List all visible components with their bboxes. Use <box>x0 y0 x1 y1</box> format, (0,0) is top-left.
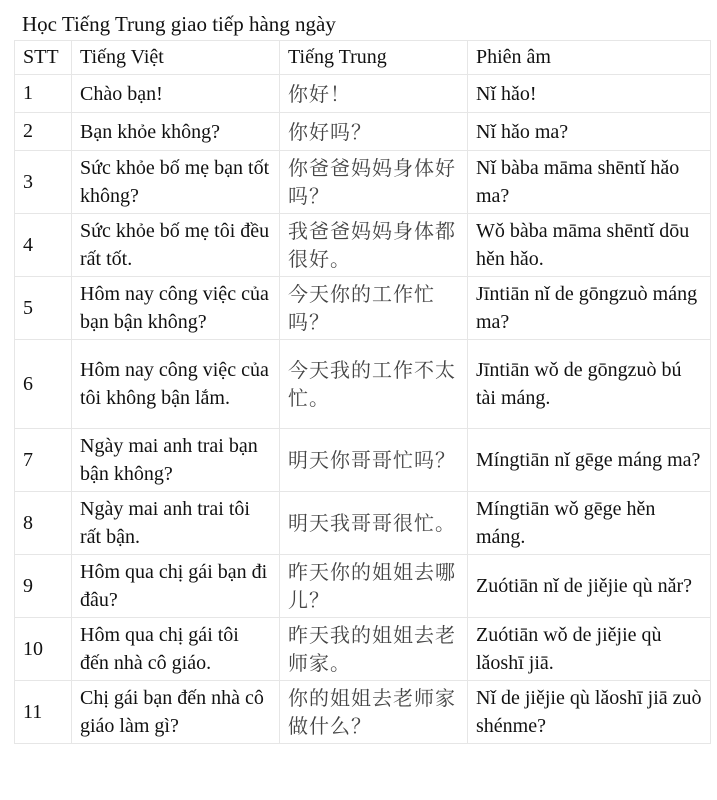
cell-stt: 11 <box>15 681 72 744</box>
cell-chinese: 你好吗？ <box>280 113 468 151</box>
cell-stt: 9 <box>15 555 72 618</box>
table-row <box>15 555 711 618</box>
cell-stt: 5 <box>15 277 72 340</box>
cell-chinese: 你的姐姐去老师家做什么？ <box>280 681 468 744</box>
cell-vietnamese: Sức khỏe bố mẹ tôi đều rất tốt. <box>72 214 280 277</box>
table-row <box>15 113 711 151</box>
cell-vietnamese: Hôm nay công việc của tôi không bận lắm. <box>72 340 280 429</box>
table-row <box>15 75 711 113</box>
vocabulary-table <box>14 40 711 744</box>
cell-pinyin: Nǐ de jiějie qù lǎoshī jiā zuò shénme? <box>468 681 711 744</box>
column-header-chinese: Tiếng Trung <box>280 41 468 75</box>
cell-pinyin: Nǐ hǎo ma? <box>468 113 711 151</box>
cell-chinese: 今天你的工作忙吗？ <box>280 277 468 340</box>
column-header-pinyin: Phiên âm <box>468 41 711 75</box>
table-row <box>15 214 711 277</box>
table-row <box>15 340 711 429</box>
cell-chinese: 你好！ <box>280 75 468 113</box>
table-row <box>15 618 711 681</box>
cell-stt: 6 <box>15 340 72 429</box>
table-row <box>15 277 711 340</box>
cell-pinyin: Nǐ bàba māma shēntǐ hǎo ma? <box>468 151 711 214</box>
cell-stt: 3 <box>15 151 72 214</box>
cell-pinyin: Jīntiān wǒ de gōngzuò bú tài máng. <box>468 340 711 429</box>
cell-vietnamese: Ngày mai anh trai bạn bận không? <box>72 429 280 492</box>
cell-chinese: 我爸爸妈妈身体都很好。 <box>280 214 468 277</box>
column-header-stt: STT <box>15 41 72 75</box>
cell-vietnamese: Sức khỏe bố mẹ bạn tốt không? <box>72 151 280 214</box>
cell-vietnamese: Chị gái bạn đến nhà cô giáo làm gì? <box>72 681 280 744</box>
cell-pinyin: Nǐ hǎo! <box>468 75 711 113</box>
cell-chinese: 昨天我的姐姐去老师家。 <box>280 618 468 681</box>
cell-vietnamese: Bạn khỏe không? <box>72 113 280 151</box>
cell-pinyin: Wǒ bàba māma shēntǐ dōu hěn hǎo. <box>468 214 711 277</box>
table-row <box>15 429 711 492</box>
page-title: Học Tiếng Trung giao tiếp hàng ngày <box>22 12 336 36</box>
cell-vietnamese: Hôm qua chị gái tôi đến nhà cô giáo. <box>72 618 280 681</box>
cell-stt: 1 <box>15 75 72 113</box>
cell-vietnamese: Ngày mai anh trai tôi rất bận. <box>72 492 280 555</box>
cell-pinyin: Jīntiān nǐ de gōngzuò máng ma? <box>468 277 711 340</box>
cell-chinese: 今天我的工作不太忙。 <box>280 340 468 429</box>
table-row <box>15 151 711 214</box>
table-row <box>15 681 711 744</box>
cell-chinese: 明天你哥哥忙吗？ <box>280 429 468 492</box>
cell-pinyin: Míngtiān wǒ gēge hěn máng. <box>468 492 711 555</box>
cell-stt: 8 <box>15 492 72 555</box>
cell-stt: 10 <box>15 618 72 681</box>
cell-vietnamese: Hôm nay công việc của bạn bận không? <box>72 277 280 340</box>
cell-vietnamese: Chào bạn! <box>72 75 280 113</box>
cell-chinese: 你爸爸妈妈身体好吗？ <box>280 151 468 214</box>
table-row <box>15 492 711 555</box>
cell-pinyin: Zuótiān wǒ de jiějie qù lǎoshī jiā. <box>468 618 711 681</box>
cell-chinese: 明天我哥哥很忙。 <box>280 492 468 555</box>
cell-chinese: 昨天你的姐姐去哪儿？ <box>280 555 468 618</box>
column-header-vietnamese: Tiếng Việt <box>72 41 280 75</box>
cell-pinyin: Míngtiān nǐ gēge máng ma? <box>468 429 711 492</box>
cell-stt: 7 <box>15 429 72 492</box>
table-header-row <box>15 41 711 75</box>
cell-vietnamese: Hôm qua chị gái bạn đi đâu? <box>72 555 280 618</box>
cell-stt: 4 <box>15 214 72 277</box>
cell-stt: 2 <box>15 113 72 151</box>
cell-pinyin: Zuótiān nǐ de jiějie qù nǎr? <box>468 555 711 618</box>
